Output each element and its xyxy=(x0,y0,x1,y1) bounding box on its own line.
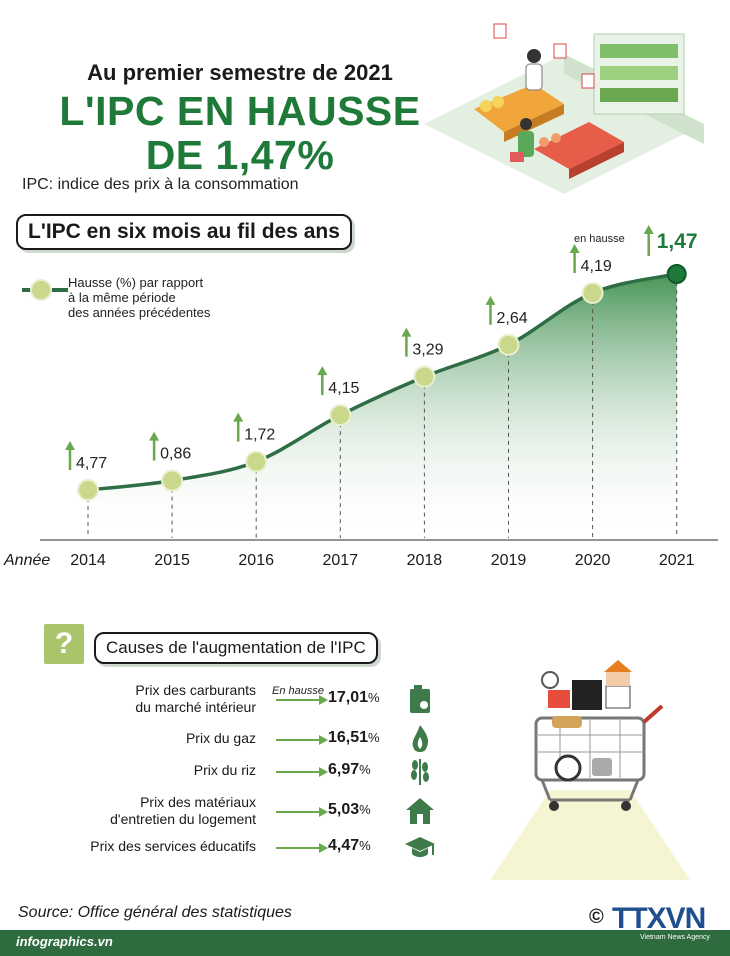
x-axis-title: Année xyxy=(4,552,51,569)
chart-section-title: L'IPC en six mois au fil des ans xyxy=(16,214,352,250)
question-mark-badge: ? xyxy=(44,624,84,664)
shopping-cart-illustration xyxy=(490,640,690,880)
up-arrow-head-icon xyxy=(317,366,327,375)
x-tick-label: 2017 xyxy=(322,552,359,569)
house-icon xyxy=(404,795,436,827)
x-tick-label: 2021 xyxy=(658,552,695,569)
cause-label-line1: Prix du riz xyxy=(193,762,256,778)
data-point xyxy=(246,452,266,472)
data-label: 4,19 xyxy=(580,257,612,275)
up-arrow-head-icon xyxy=(644,225,654,234)
headline-line2: DE 1,47% xyxy=(145,132,335,178)
footer-brand: infographics.vn xyxy=(16,934,113,949)
market-illustration xyxy=(414,14,714,214)
data-point xyxy=(330,405,350,425)
data-point xyxy=(668,265,686,283)
cause-value-number: 17,01 xyxy=(328,689,369,706)
up-arrow-head-icon xyxy=(570,244,580,253)
cause-value xyxy=(328,729,380,747)
cause-value-unit: % xyxy=(368,730,380,745)
cause-value-unit: % xyxy=(359,762,371,777)
graduation-cap-icon xyxy=(404,831,436,863)
up-arrow-head-icon xyxy=(401,328,411,337)
cpi-area-chart xyxy=(0,220,730,580)
cause-value-unit: % xyxy=(359,838,371,853)
headline-line1: L'IPC EN HAUSSE xyxy=(59,88,421,134)
annotation-en-hausse: en hausse xyxy=(574,233,625,245)
agency-tagline: Vietnam News Agency xyxy=(640,934,710,941)
x-tick-label: 2015 xyxy=(154,552,190,569)
cause-value-unit: % xyxy=(368,690,380,705)
cause-arrow-icon xyxy=(276,739,320,741)
up-arrow-head-icon xyxy=(65,441,75,450)
data-point xyxy=(583,283,603,303)
cause-label-line1: Prix du gaz xyxy=(185,730,256,746)
causes-section-title: Causes de l'augmentation de l'IPC xyxy=(94,632,378,664)
cause-value xyxy=(328,689,380,707)
data-point xyxy=(162,471,182,491)
cause-label-line2: d'entretien du logement xyxy=(110,811,256,827)
data-label: 0,86 xyxy=(160,445,192,463)
cause-label xyxy=(6,730,256,747)
cause-value-number: 16,51 xyxy=(328,729,369,746)
kicker: Au premier semestre de 2021 xyxy=(87,60,393,85)
fuel-can-icon xyxy=(404,683,436,715)
data-point xyxy=(78,480,98,500)
rice-icon xyxy=(404,755,436,787)
data-label: 3,29 xyxy=(412,341,444,359)
x-tick-label: 2018 xyxy=(406,552,443,569)
cause-value-unit: % xyxy=(359,802,371,817)
up-arrow-head-icon xyxy=(233,413,243,422)
data-label: 4,77 xyxy=(76,455,108,472)
data-point xyxy=(499,335,519,355)
legend-line3: des années précédentes xyxy=(68,305,211,320)
legend-line1: Hausse (%) par rapport xyxy=(68,275,204,290)
legend-line2: à la même période xyxy=(68,290,176,305)
x-tick-label: 2019 xyxy=(490,552,527,569)
source-note: Source: Office général des statistiques xyxy=(18,904,292,921)
x-tick-label: 2020 xyxy=(574,552,611,569)
up-arrow-head-icon xyxy=(149,432,159,441)
cause-label xyxy=(6,762,256,779)
x-tick-label: 2016 xyxy=(238,552,274,569)
data-label: 2,64 xyxy=(496,309,528,327)
cause-label-line1: Prix des carburants xyxy=(135,682,256,698)
series-area xyxy=(88,274,677,540)
up-arrow-head-icon xyxy=(486,296,496,305)
subtitle: IPC: indice des prix à la consommation xyxy=(22,176,299,193)
cause-label-line2: du marché intérieur xyxy=(135,699,256,715)
cause-label xyxy=(6,838,256,855)
data-label: 1,47 xyxy=(656,230,698,253)
agency-logo: TTXVN xyxy=(612,902,706,935)
cause-value xyxy=(328,801,371,819)
data-point xyxy=(414,367,434,387)
cause-arrow-icon xyxy=(276,847,320,849)
data-label: 4,15 xyxy=(328,380,360,398)
cause-value-number: 4,47 xyxy=(328,837,360,854)
cause-label-line1: Prix des matériaux xyxy=(140,794,256,810)
cause-arrow-icon xyxy=(276,699,320,701)
x-tick-label: 2014 xyxy=(70,552,106,569)
cause-value-number: 6,97 xyxy=(328,761,360,778)
copyright-symbol: © xyxy=(589,906,604,928)
cause-value-number: 5,03 xyxy=(328,801,360,818)
data-label: 1,72 xyxy=(244,426,276,444)
cause-arrow-icon xyxy=(276,811,320,813)
causes-note: En hausse xyxy=(272,685,324,697)
cause-label xyxy=(6,682,256,716)
cause-value xyxy=(328,837,371,855)
cause-label xyxy=(6,794,256,828)
cause-arrow-icon xyxy=(276,771,320,773)
cause-value xyxy=(328,761,371,779)
cause-label-line1: Prix des services éducatifs xyxy=(90,838,256,854)
flame-icon xyxy=(404,723,436,755)
